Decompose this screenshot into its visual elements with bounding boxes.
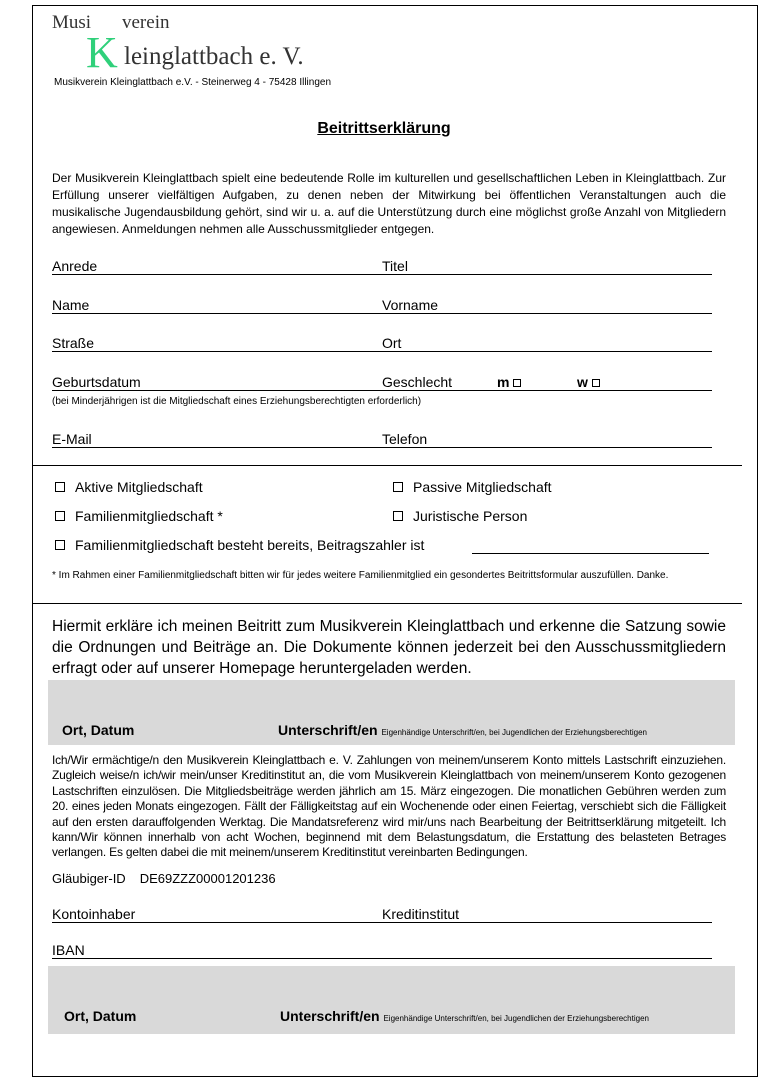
gender-m-checkbox[interactable]: m — [497, 374, 521, 390]
label-ort-datum: Ort, Datum — [62, 722, 135, 738]
label-kreditinstitut: Kreditinstitut — [382, 905, 460, 922]
minor-note: (bei Minderjährigen ist die Mitgliedschaft eines Erziehungsberechtigten erforderlich) — [52, 396, 422, 407]
label-vorname: Vorname — [382, 297, 439, 313]
intro-text: Der Musikverein Kleinglattbach spielt eine bedeutende Rolle im kulturellen und gesellschaftlichen Leben in Kleinglattbach. Zur Erfüllung unserer vielfältigen Aufgaben, zu denen neben der Mitwirkung bei öffentlichen Veranstaltungen auch die musikalische Jugendausbildung gehört, sind wir u. a. auf die Unterstützung durch eine möglichst große Anzahl von Mitgliedern angewiesen. Anmeldungen nehmen alle Ausschussmitglieder entgegen. — [52, 171, 726, 236]
label-ort: Ort — [382, 335, 402, 351]
label-titel: Titel — [382, 258, 408, 274]
row-strasse-ort[interactable] — [52, 332, 712, 352]
label-unterschrift: Unterschrift/en — [280, 1007, 380, 1024]
label-geburtsdatum: Geburtsdatum — [52, 374, 141, 390]
checkbox-juristisch[interactable]: Juristische Person — [393, 508, 527, 524]
checkbox-familie[interactable]: Familienmitgliedschaft * — [55, 508, 223, 524]
logo-text-bottom: leinglattbach e. V. — [124, 43, 304, 70]
divider — [32, 603, 742, 604]
gender-w-checkbox[interactable]: w — [577, 374, 600, 390]
address: Musikverein Kleinglattbach e.V. - Steinerweg 4 - 75428 Illingen — [54, 77, 332, 88]
mandate-section — [0, 753, 768, 1034]
label-strasse: Straße — [52, 335, 95, 351]
row-geburtsdatum-geschlecht[interactable] — [52, 371, 712, 391]
beitragszahler-field[interactable] — [472, 553, 709, 554]
logo-k: K — [86, 28, 118, 77]
row-kontoinhaber-kreditinstitut[interactable] — [52, 903, 712, 923]
logo-text-musi: Musi — [52, 12, 92, 33]
signature-hint: Eigenhändige Unterschrift/en, bei Jugendlichen der Erziehungsberechtigen — [383, 1013, 649, 1023]
logo-text-verein: verein — [122, 12, 170, 33]
row-iban[interactable] — [52, 939, 712, 959]
checkbox-aktive[interactable]: Aktive Mitgliedschaft — [55, 479, 203, 495]
signature-box[interactable] — [48, 680, 735, 745]
creditor-id: Gläubiger-ID DE69ZZZ00001201236 — [52, 870, 276, 886]
label-email: E-Mail — [52, 431, 92, 447]
label-anrede: Anrede — [52, 258, 98, 274]
checkbox-passive[interactable]: Passive Mitgliedschaft — [393, 479, 552, 495]
signature-box-2[interactable] — [48, 966, 735, 1034]
label-iban: IBAN — [52, 941, 85, 958]
checkbox-familie-besteht[interactable]: Familienmitgliedschaft besteht bereits, Beitragszahler ist — [55, 537, 424, 553]
label-unterschrift: Unterschrift/en — [278, 722, 378, 738]
label-name: Name — [52, 297, 90, 313]
row-anrede-titel[interactable] — [52, 255, 712, 275]
label-telefon: Telefon — [382, 431, 428, 447]
footnote: * Im Rahmen einer Familienmitgliedschaft bitten wir für jedes weitere Familienmitglied ein gesondertes Beitrittsformular auszufüllen. Danke. — [52, 570, 669, 581]
mandate-text: Ich/Wir ermächtige/n den Musikverein Kleinglattbach e. V. Zahlungen von meinem/unserem Konto mittels Lastschrift einzuziehen. Zugleich weise/n ich/wir mein/unser Kreditinstitut an, die vom Musikverein Kleinglattbach von meinem/unserem Konto gezogenen Lastschriften einzulösen. Die Mitgliedsbeiträge werden jährlich am 15. März eingezogen. Die monatlichen Gebühren werden zum 20. eines jeden Monats eingezogen. Fällt der Fälligkeitstag auf ein Wochenende oder einen Feiertag, verschiebt sich die Fälligkeit auf den ersten darauffolgenden Werktag. Die Mandatsreferenz wird mir/uns nach Bearbeitung der Beitrittserklärung mitgeteilt. Ich kann/Wir können innerhalb von acht Wochen, beginnend mit dem Belastungsdatum, die Erstattung des belasteten Betrages verlangen. Es gelten dabei die mit meinem/unserem Kreditinstitut vereinbarten Bedingungen. — [52, 753, 726, 860]
signature-hint: Eigenhändige Unterschrift/en, bei Jugendlichen der Erziehungsberechtigen — [381, 728, 647, 737]
label-ort-datum: Ort, Datum — [64, 1007, 137, 1024]
label-kontoinhaber: Kontoinhaber — [52, 905, 136, 922]
row-email-telefon[interactable] — [52, 428, 712, 448]
declaration-text: Hiermit erkläre ich meinen Beitritt zum Musikverein Kleinglattbach und erkenne die Satzung sowie die Ordnungen und Beiträge an. Die Dokumente können jederzeit bei den Ausschussmitgliedern erfragt oder auf unserer Homepage heruntergeladen werden. — [52, 618, 726, 677]
label-geschlecht: Geschlecht — [382, 374, 453, 390]
row-name-vorname[interactable] — [52, 294, 712, 314]
page-title: Beitrittserklärung — [317, 120, 451, 137]
divider — [32, 465, 742, 466]
